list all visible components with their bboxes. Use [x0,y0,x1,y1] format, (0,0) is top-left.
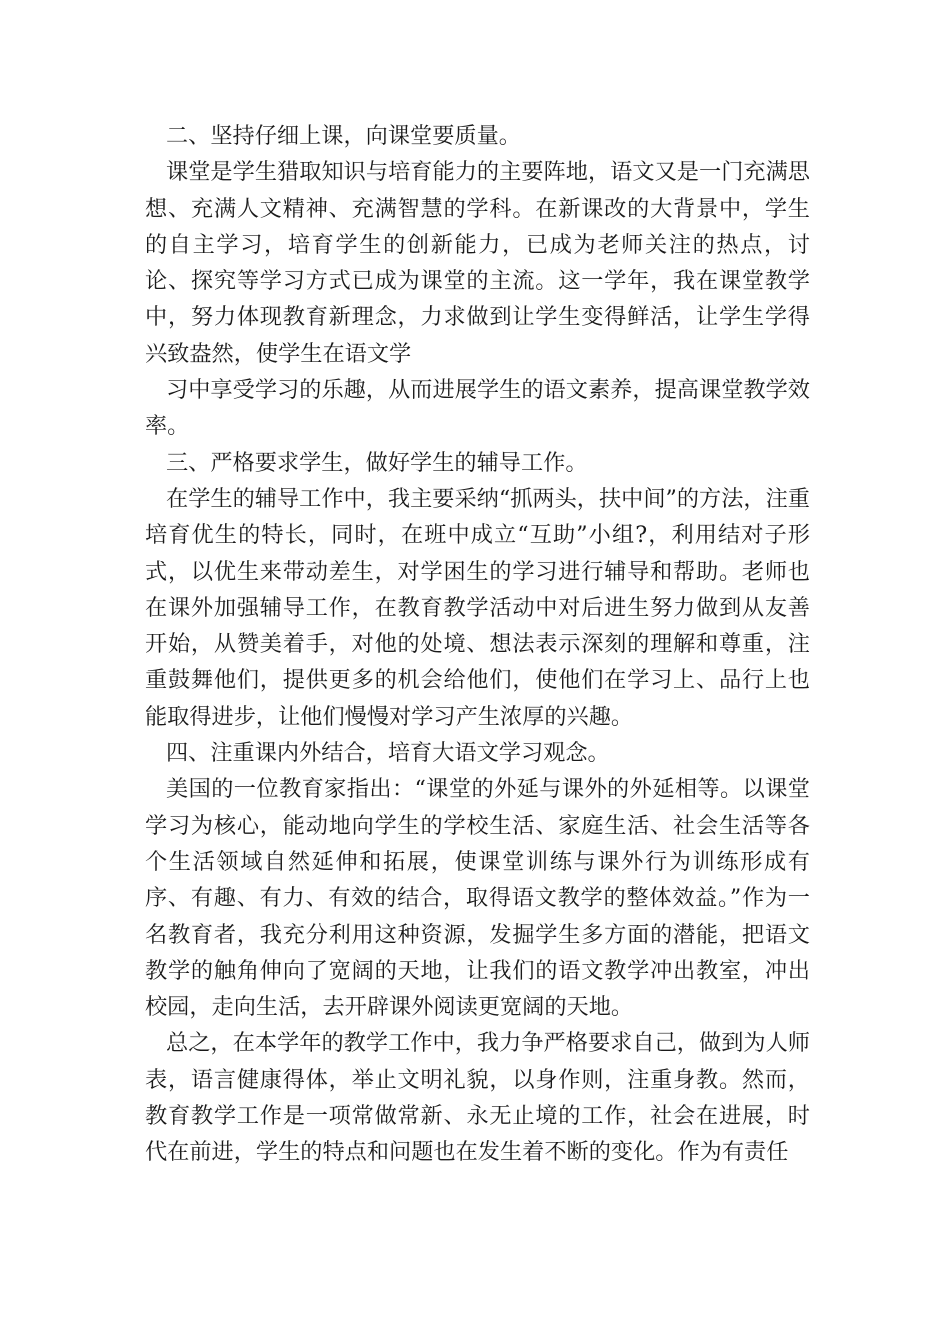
body-paragraph: 在学生的辅导工作中，我主要采纳“抓两头，扶中间”的方法，注重培育优生的特长，同时，在班中成立“互助”小组?，利用结对子形式，以优生来带动差生，对学困生的学习进行辅导和帮助。老师也在课外加强辅导工作，在教育教学活动中对后进生努力做到从友善开始，从赞美着手，对他的处境、想法表示深刻的理解和尊重，注重鼓舞他们，提供更多的机会给他们，使他们在学习上、品行上也能取得进步，让他们慢慢对学习产生浓厚的兴趣。 [145,485,810,730]
document-page [145,118,810,1171]
section-heading-4: 四、注重课内外结合，培育大语文学习观念。 [166,740,610,767]
body-paragraph: 课堂是学生猎取知识与培育能力的主要阵地，语文又是一门充满思想、充满人文精神、充满智慧的学科。在新课改的大背景中，学生的自主学习，培育学生的创新能力，已成为老师关注的热点，讨论、探究等学习方式已成为课堂的主流。这一学年，我在课堂教学中，努力体现教育新理念，力求做到让学生变得鲜活，让学生学得兴致盎然，使学生在语文学 [145,159,810,367]
section-heading-3: 三、严格要求学生，做好学生的辅导工作。 [166,449,588,476]
body-paragraph: 习中享受学习的乐趣，从而进展学生的语文素养，提高课堂教学效率。 [145,377,810,440]
section-heading-2: 二、坚持仔细上课，向课堂要质量。 [166,123,521,149]
body-paragraph: 总之，在本学年的教学工作中，我力争严格要求自己，做到为人师表，语言健康得体，举止文明礼貌，以身作则，注重身教。然而，教育教学工作是一项常做常新、永无止境的工作，社会在进展，时代在前进，学生的特点和问题也在发生着不断的变化。作为有责任 [145,1030,810,1166]
body-paragraph: 美国的一位教育家指出：“课堂的外延与课外的外延相等。以课堂学习为核心，能动地向学生的学校生活、家庭生活、社会生活等各个生活领域自然延伸和拓展，使课堂训练与课外行为训练形成有序、有趣、有力、有效的结合，取得语文教学的整体效益。”作为一名教育者，我充分利用这种资源，发掘学生多方面的潜能，把语文教学的触角伸向了宽阔的天地，让我们的语文教学冲出教室，冲出校园，走向生活，去开辟课外阅读更宽阔的天地。 [145,776,810,1021]
